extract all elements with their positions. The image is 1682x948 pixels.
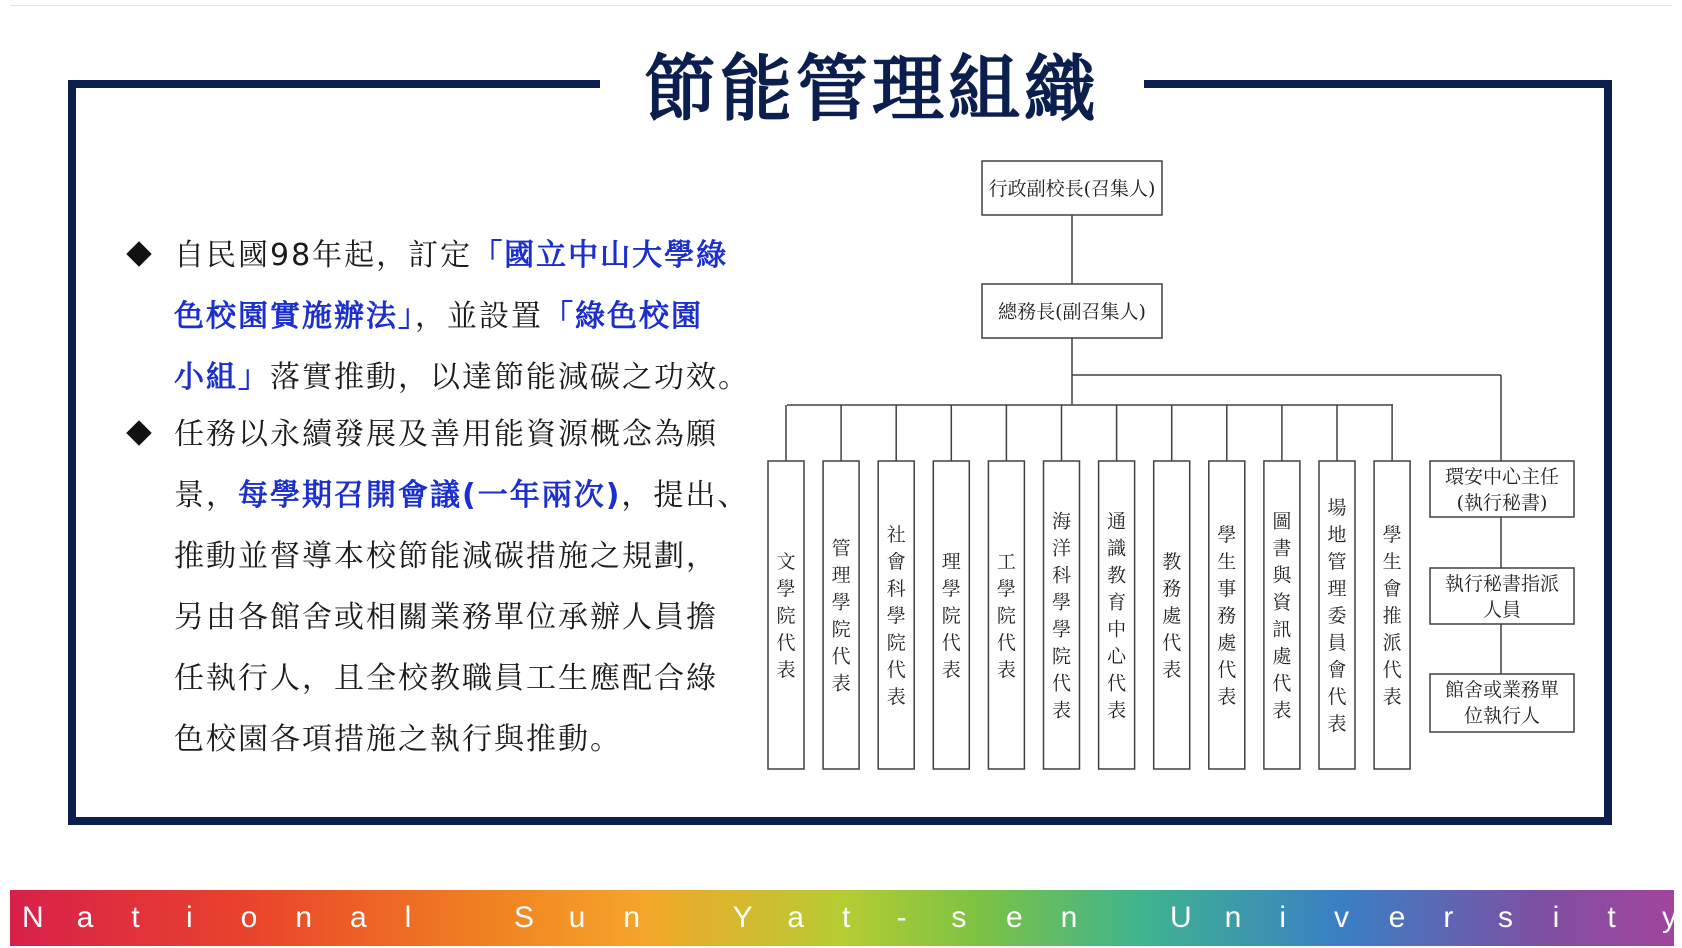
footer-letter: i xyxy=(186,901,193,934)
footer-banner xyxy=(10,890,1677,946)
footer-letter: o xyxy=(240,901,258,934)
highlighted-text: 「綠色校園 xyxy=(543,299,703,334)
body-text: 另由各館舍或相關業務單位承辦人員擔 xyxy=(174,600,718,635)
slide-title: 節能管理組織 xyxy=(643,47,1100,131)
footer-letter: v xyxy=(1334,901,1349,934)
footer-letter: n xyxy=(1060,901,1078,934)
footer-letter: Y xyxy=(732,901,753,934)
org-member-label: 圖書與資訊處代表 xyxy=(1272,510,1292,722)
footer-letter: N xyxy=(22,901,44,934)
footer-letter: s xyxy=(1498,901,1513,934)
footer-letter: t xyxy=(842,901,851,934)
body-text: 景， xyxy=(174,478,238,513)
footer-letter: - xyxy=(896,901,907,934)
body-text: 任務以永續發展及善用能資源概念為願 xyxy=(174,417,718,452)
body-text: ，並設置 xyxy=(415,299,543,334)
footer-letter: i xyxy=(1279,901,1286,934)
org-member-label: 學生事務處代表 xyxy=(1217,524,1237,708)
body-text: 任執行人，且全校教職員工生應配合綠 xyxy=(174,661,718,696)
body-text: 推動並督導本校節能減碳措施之規劃， xyxy=(174,539,718,574)
footer-letter: e xyxy=(1388,901,1406,934)
footer-letter: t xyxy=(131,901,140,934)
footer-letter: t xyxy=(1607,901,1616,934)
org-member-node xyxy=(823,461,859,769)
footer-university-name xyxy=(10,890,1677,946)
footer-letter: a xyxy=(76,901,94,934)
footer-letter: a xyxy=(787,901,805,934)
highlighted-text: 色校園實施辦法」 xyxy=(174,299,415,334)
footer-letter: s xyxy=(951,901,967,934)
org-side-label: 執行秘書指派 xyxy=(1444,573,1560,595)
footer-letter: n xyxy=(1224,901,1242,934)
org-side-label: 位執行人 xyxy=(1463,705,1541,727)
footer-letter: n xyxy=(295,901,313,934)
org-member-label: 理學院代表 xyxy=(941,551,961,681)
org-member-label: 通識教育中心代表 xyxy=(1107,510,1127,722)
org-member-node xyxy=(1044,461,1080,769)
footer-letter: u xyxy=(568,901,586,934)
org-member-label: 教務處代表 xyxy=(1162,551,1182,681)
org-member-label: 工學院代表 xyxy=(996,551,1016,681)
org-side-label: 人員 xyxy=(1482,599,1522,621)
org-member-label: 海洋科學學院代表 xyxy=(1051,510,1072,722)
org-member-label: 社會科學院代表 xyxy=(886,524,906,708)
org-member-label: 文學院代表 xyxy=(776,551,796,681)
org-node-second-label: 總務長(副召集人) xyxy=(998,301,1146,323)
highlighted-text: 小組」 xyxy=(174,360,270,395)
org-side-label: 館舍或業務單 xyxy=(1444,679,1560,701)
org-member-node xyxy=(1264,461,1300,769)
body-text: 自民國98年起，訂定 xyxy=(174,238,473,273)
footer-letter: y xyxy=(1662,901,1677,934)
footer-letter: a xyxy=(350,901,367,934)
body-text: ，提出、 xyxy=(621,478,750,513)
highlighted-text: 每學期召開會議(一年兩次) xyxy=(238,478,622,513)
org-side-label: (執行秘書) xyxy=(1456,492,1548,514)
footer-letter: r xyxy=(1443,901,1454,934)
footer-letter: i xyxy=(1552,901,1560,934)
body-text: 落實推動，以達節能減碳之功效。 xyxy=(270,360,750,395)
footer-letter: S xyxy=(514,901,535,934)
footer-letter: e xyxy=(1006,901,1023,934)
org-member-label: 學生會推派代表 xyxy=(1382,524,1402,708)
highlighted-text: 「國立中山大學綠 xyxy=(472,238,729,273)
org-side-label: 環安中心主任 xyxy=(1444,466,1560,488)
org-member-label: 管理學院代表 xyxy=(831,537,851,695)
footer-letter: U xyxy=(1170,901,1192,934)
footer-letter: n xyxy=(623,901,641,934)
org-node-top-label: 行政副校長(召集人) xyxy=(988,178,1156,200)
footer-letter: l xyxy=(404,901,412,934)
org-member-node xyxy=(1099,461,1135,769)
body-text: 色校園各項措施之執行與推動。 xyxy=(174,722,622,757)
org-member-label: 場地管理委員會代表 xyxy=(1327,497,1347,735)
